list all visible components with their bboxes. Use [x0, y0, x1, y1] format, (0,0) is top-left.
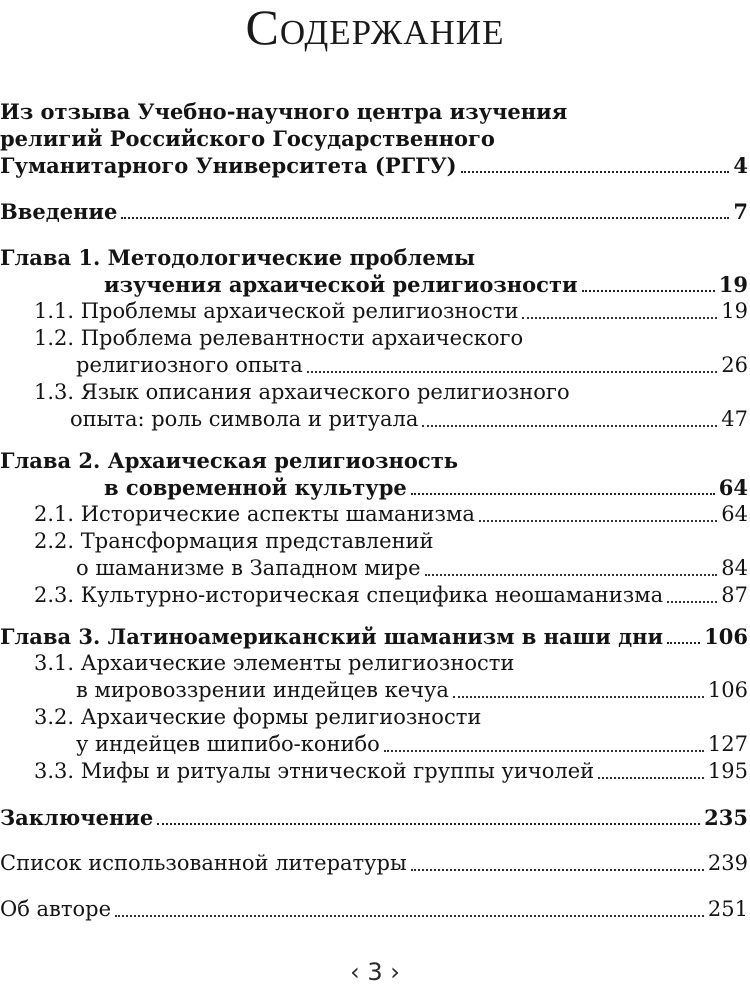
toc-entry-section-2-1[interactable]: [0, 501, 750, 528]
dot-leader: [157, 823, 700, 825]
toc-entry-introduction[interactable]: [0, 198, 750, 225]
dot-leader: [121, 217, 729, 219]
toc-entry-section-1-3[interactable]: [0, 379, 750, 433]
toc-section-2-2-line1: 2.2. Трансформация представлений: [34, 529, 434, 553]
toc-chapter-2-line2: в современной культуре: [104, 475, 407, 500]
toc-entry-label: Введение: [0, 199, 118, 224]
toc-entry-review-line2: религий Российского Государственного: [0, 126, 495, 151]
toc-entry-label: Об авторе: [0, 897, 112, 921]
dot-leader: [425, 574, 718, 576]
toc-page-number: 7: [733, 199, 748, 224]
toc-section-3-2-line1: 3.2. Архаические формы религиозности: [34, 705, 482, 729]
dot-leader: [667, 642, 700, 644]
toc-page-number: 64: [721, 502, 748, 526]
toc-entry-label: Глава 3. Латиноамериканский шаманизм в наши дни: [0, 624, 664, 649]
toc-page-number: 106: [704, 624, 748, 649]
toc-entry-bibliography[interactable]: [0, 850, 750, 877]
toc-chapter-2-line1: Глава 2. Архаическая религиозность: [0, 448, 458, 473]
toc-page-number: 235: [704, 805, 748, 830]
toc-page-number: 127: [707, 732, 748, 756]
toc-entry-review-line1: Из отзыва Учебно-научного центра изучения: [0, 99, 568, 124]
toc-entry-section-3-3[interactable]: [0, 758, 750, 785]
page-title: Содержание: [245, 0, 505, 55]
toc-page-number: 106: [707, 678, 748, 702]
dot-leader: [479, 520, 717, 522]
toc-page-number: 84: [721, 556, 748, 580]
dot-leader: [522, 317, 717, 319]
toc-entry-chapter-2[interactable]: [0, 447, 750, 501]
toc-page-number: 251: [707, 897, 748, 921]
toc-page-number: 64: [718, 475, 748, 500]
toc-entry-section-2-2[interactable]: [0, 528, 750, 582]
dot-leader: [453, 696, 704, 698]
toc-entry-section-1-2[interactable]: [0, 325, 750, 379]
toc-entry-about-author[interactable]: [0, 896, 750, 923]
toc-section-3-1-line2: в мировоззрении индейцев кечуа: [76, 678, 449, 702]
toc-entry-chapter-1[interactable]: [0, 244, 750, 298]
dot-leader: [667, 601, 717, 603]
toc-entry-section-3-2[interactable]: [0, 704, 750, 758]
toc-entry-label: Список использованной литературы: [0, 851, 407, 875]
toc-section-3-2-line2: у индейцев шипибо-конибо: [76, 732, 380, 756]
dot-leader: [422, 425, 717, 427]
toc-page-number: 19: [718, 272, 748, 297]
toc-entry-section-2-3[interactable]: [0, 582, 750, 609]
toc-entry-label: 2.3. Культурно-историческая специфика неошаманизма: [34, 583, 664, 607]
dot-leader: [411, 493, 715, 495]
dot-leader: [115, 915, 704, 917]
page-number: ‹ 3 ›: [350, 958, 400, 986]
toc-page-number: 26: [721, 353, 748, 377]
toc-page-number: 47: [721, 407, 748, 431]
dot-leader: [384, 750, 704, 752]
toc-page-number: 239: [707, 851, 748, 875]
toc-page-number: 19: [721, 299, 748, 323]
toc-entry-conclusion[interactable]: [0, 804, 750, 831]
toc-entry-chapter-3[interactable]: [0, 623, 750, 650]
toc-section-1-3-line1: 1.3. Язык описания архаического религиозного: [34, 380, 570, 404]
toc-section-2-2-line2: о шаманизме в Западном мире: [76, 556, 421, 580]
toc-entry-label: 3.3. Мифы и ритуалы этнической группы уичолей: [34, 759, 595, 783]
toc-entry-label: 1.1. Проблемы архаической религиозности: [34, 299, 519, 323]
toc-section-1-2-line1: 1.2. Проблема релевантности архаического: [34, 326, 524, 350]
toc-entry-review[interactable]: [0, 98, 750, 179]
toc-section-3-1-line1: 3.1. Архаические элементы религиозности: [34, 651, 515, 675]
toc-page-number: 4: [733, 153, 748, 178]
dot-leader: [582, 290, 715, 292]
toc-chapter-1-line1: Глава 1. Методологические проблемы: [0, 245, 476, 270]
toc-page-number: 87: [721, 583, 748, 607]
toc-page-number: 195: [707, 759, 748, 783]
table-of-contents: [0, 98, 750, 923]
toc-entry-section-3-1[interactable]: [0, 650, 750, 704]
toc-entry-label: Заключение: [0, 805, 154, 830]
dot-leader: [411, 869, 704, 871]
toc-entry-label: 2.1. Исторические аспекты шаманизма: [34, 502, 475, 526]
toc-section-1-3-line2: опыта: роль символа и ритуала: [70, 407, 419, 431]
dot-leader: [307, 371, 718, 373]
dot-leader: [598, 777, 704, 779]
toc-entry-review-line3: Гуманитарного Университета (РГГУ): [0, 153, 457, 178]
toc-chapter-1-line2: изучения архаической религиозности: [104, 272, 578, 297]
dot-leader: [461, 171, 730, 173]
toc-section-1-2-line2: религиозного опыта: [76, 353, 303, 377]
toc-entry-section-1-1[interactable]: [0, 298, 750, 325]
